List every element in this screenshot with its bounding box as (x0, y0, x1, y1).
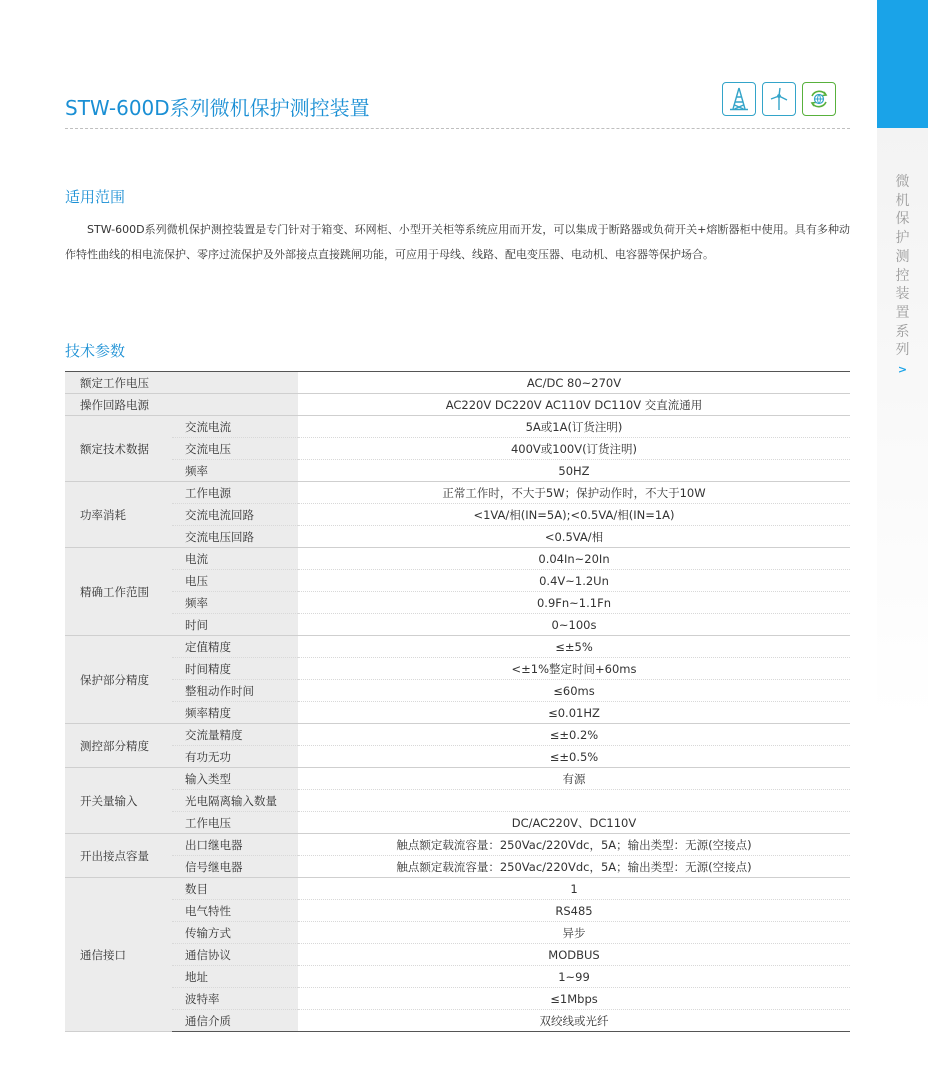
spec-item-label: 电气特性 (172, 900, 298, 922)
spec-row (65, 372, 850, 394)
spec-row (65, 724, 850, 746)
spec-row (65, 614, 850, 636)
spec-row (65, 746, 850, 768)
oil-derrick-icon (722, 82, 756, 116)
spec-row (65, 812, 850, 834)
spec-row (65, 702, 850, 724)
spec-value: AC/DC 80~270V (298, 372, 850, 394)
spec-table (65, 371, 850, 1032)
rail-char: 置 (895, 304, 910, 321)
section-heading-scope: 适用范围 (65, 188, 126, 206)
spec-value: RS485 (298, 900, 850, 922)
spec-item-label: 整租动作时间 (172, 680, 298, 702)
spec-item-label: 交流量精度 (172, 724, 298, 746)
spec-item-label: 地址 (172, 966, 298, 988)
spec-value: 400V或100V(订货注明) (298, 438, 850, 460)
section-heading-params: 技术参数 (65, 342, 126, 360)
spec-value: ≤60ms (298, 680, 850, 702)
rail-char: 控 (895, 267, 910, 284)
spec-value: 0.4V~1.2Un (298, 570, 850, 592)
spec-value: 双绞线或光纤 (298, 1010, 850, 1032)
rail-char: 列 (895, 342, 910, 359)
spec-row (65, 438, 850, 460)
spec-row (65, 592, 850, 614)
spec-value: 5A或1A(订货注明) (298, 416, 850, 438)
spec-row (65, 680, 850, 702)
spec-value (298, 790, 850, 812)
spec-row (65, 482, 850, 504)
spec-value: MODBUS (298, 944, 850, 966)
spec-value: ≤0.01HZ (298, 702, 850, 724)
spec-item-label: 交流电流回路 (172, 504, 298, 526)
rail-char: 保 (895, 211, 910, 228)
spec-group-label: 额定工作电压 (65, 372, 298, 394)
spec-item-label: 时间精度 (172, 658, 298, 680)
page-title: STW-600D系列微机保护测控装置 (65, 96, 370, 120)
spec-item-label: 工作电源 (172, 482, 298, 504)
spec-item-label: 传输方式 (172, 922, 298, 944)
spec-row (65, 548, 850, 570)
spec-value: 有源 (298, 768, 850, 790)
rail-char: 测 (895, 248, 910, 265)
spec-value: ≤±0.2% (298, 724, 850, 746)
spec-row (65, 966, 850, 988)
spec-item-label: 交流电压 (172, 438, 298, 460)
application-icons (722, 82, 836, 116)
spec-row (65, 504, 850, 526)
spec-value: 1~99 (298, 966, 850, 988)
spec-value: <1VA/相(IN=5A);<0.5VA/相(IN=1A) (298, 504, 850, 526)
spec-row (65, 900, 850, 922)
spec-row (65, 526, 850, 548)
spec-group-label: 测控部分精度 (65, 724, 172, 768)
scope-paragraph (65, 218, 850, 267)
spec-item-label: 光电隔离输入数量 (172, 790, 298, 812)
spec-item-label: 交流电压回路 (172, 526, 298, 548)
spec-row (65, 658, 850, 680)
spec-value: AC220V DC220V AC110V DC110V 交直流通用 (298, 394, 850, 416)
spec-item-label: 交流电流 (172, 416, 298, 438)
spec-item-label: 通信协议 (172, 944, 298, 966)
spec-value: 0~100s (298, 614, 850, 636)
spec-group-label: 功率消耗 (65, 482, 172, 548)
rail-char: 装 (895, 286, 910, 303)
spec-item-label: 电压 (172, 570, 298, 592)
spec-row (65, 856, 850, 878)
spec-group-label: 额定技术数据 (65, 416, 172, 482)
spec-value: 触点额定载流容量：250Vac/220Vdc，5A；输出类型：无源(空接点) (298, 856, 850, 878)
spec-row (65, 878, 850, 900)
recycle-globe-icon (802, 82, 836, 116)
spec-value: 0.04In~20In (298, 548, 850, 570)
spec-group-label: 开出接点容量 (65, 834, 172, 878)
spec-value: 触点额定载流容量：250Vac/220Vdc，5A；输出类型：无源(空接点) (298, 834, 850, 856)
spec-item-label: 工作电压 (172, 812, 298, 834)
scope-text: STW-600D系列微机保护测控装置是专门针对于箱变、环网柜、小型开关柜等系统应用而开发，可以集成于断路器或负荷开关+熔断器柜中使用。具有多种动作特性曲线的相电流保护、零序过流保护及外部接点直接跳闸功能，可应用于母线、线路、配电变压器、电动机、电容器等保护场合。 (65, 223, 850, 261)
spec-value: <±1%整定时间+60ms (298, 658, 850, 680)
spec-group-label: 精确工作范围 (65, 548, 172, 636)
spec-row (65, 790, 850, 812)
spec-item-label: 定值精度 (172, 636, 298, 658)
spec-item-label: 出口继电器 (172, 834, 298, 856)
spec-item-label: 信号继电器 (172, 856, 298, 878)
spec-value: 1 (298, 878, 850, 900)
spec-group-label: 开关量输入 (65, 768, 172, 834)
rail-char: 微 (895, 174, 910, 190)
spec-item-label: 频率 (172, 460, 298, 482)
spec-item-label: 有功无功 (172, 746, 298, 768)
rail-char: 护 (895, 230, 910, 247)
spec-row (65, 768, 850, 790)
spec-item-label: 数目 (172, 878, 298, 900)
rail-arrow-icon[interactable]: > (897, 363, 908, 376)
rail-accent-bar (877, 0, 928, 128)
spec-row (65, 394, 850, 416)
spec-row (65, 460, 850, 482)
spec-row (65, 922, 850, 944)
spec-group-label: 保护部分精度 (65, 636, 172, 724)
spec-value: 0.9Fn~1.1Fn (298, 592, 850, 614)
spec-row (65, 416, 850, 438)
spec-value: 50HZ (298, 460, 850, 482)
wind-turbine-icon (762, 82, 796, 116)
spec-row (65, 988, 850, 1010)
spec-item-label: 电流 (172, 548, 298, 570)
spec-item-label: 输入类型 (172, 768, 298, 790)
spec-item-label: 频率 (172, 592, 298, 614)
rail-char: 机 (895, 192, 910, 209)
spec-item-label: 通信介质 (172, 1010, 298, 1032)
spec-value: ≤±0.5% (298, 746, 850, 768)
spec-row (65, 834, 850, 856)
spec-row (65, 944, 850, 966)
spec-row (65, 570, 850, 592)
spec-value: 正常工作时，不大于5W；保护动作时，不大于10W (298, 482, 850, 504)
spec-item-label: 时间 (172, 614, 298, 636)
spec-value: ≤±5% (298, 636, 850, 658)
title-divider (65, 128, 850, 129)
spec-value: 异步 (298, 922, 850, 944)
spec-item-label: 波特率 (172, 988, 298, 1010)
spec-item-label: 频率精度 (172, 702, 298, 724)
spec-row (65, 1010, 850, 1032)
spec-value: DC/AC220V、DC110V (298, 812, 850, 834)
spec-row (65, 636, 850, 658)
rail-char: 系 (895, 323, 910, 340)
spec-group-label: 通信接口 (65, 878, 172, 1032)
spec-value: ≤1Mbps (298, 988, 850, 1010)
rail-category-label[interactable] (877, 173, 928, 360)
spec-group-label: 操作回路电源 (65, 394, 298, 416)
spec-value: <0.5VA/相 (298, 526, 850, 548)
